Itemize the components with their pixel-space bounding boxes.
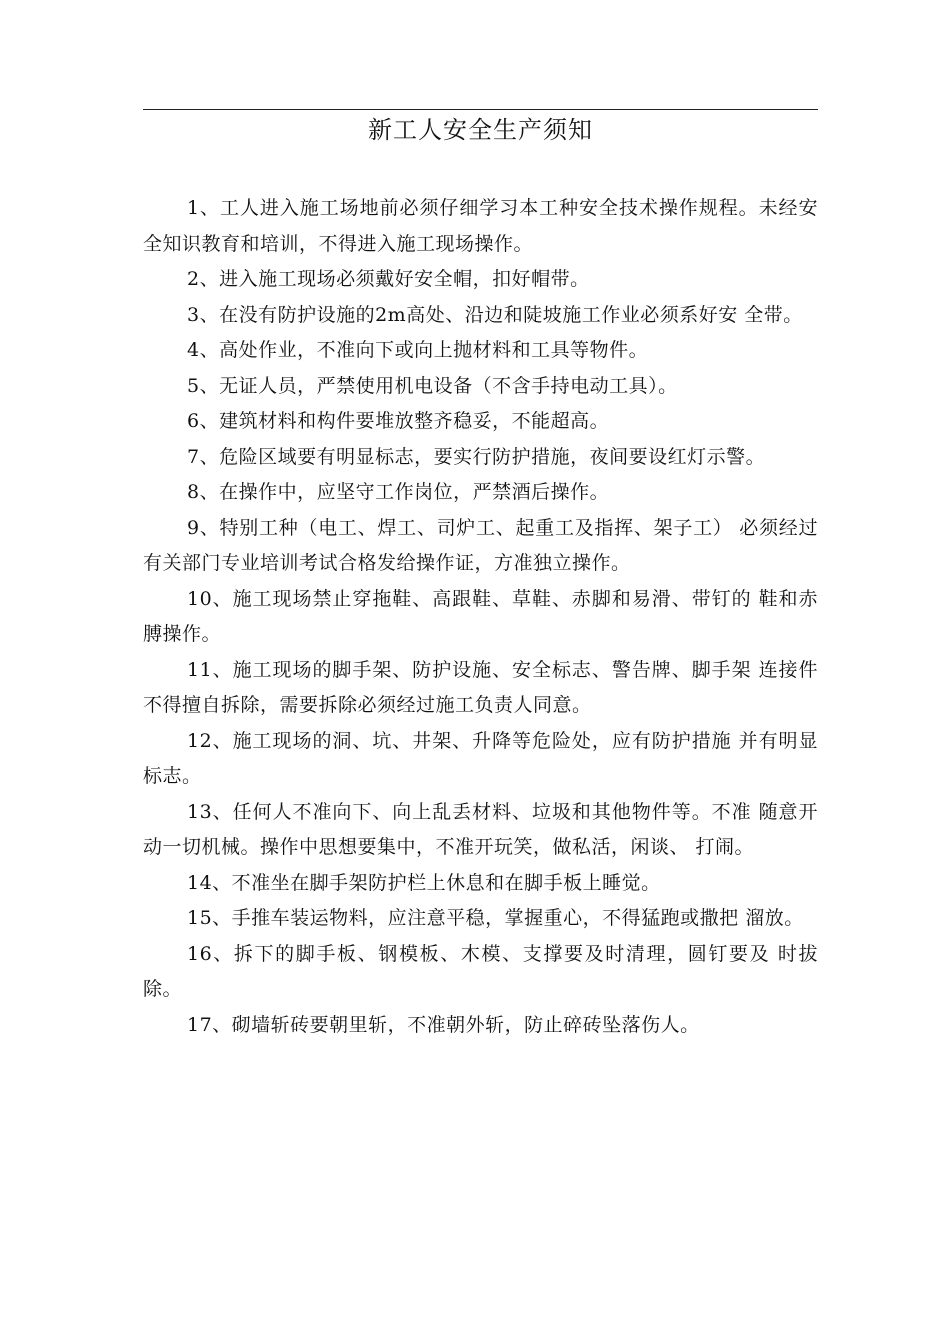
rule-item-13: 13、任何人不准向下、向上乱丢材料、垃圾和其他物件等。不准 随意开动一切机械。操作中思想要集中，不准开玩笑，做私活，闲谈、 打闹。 [143,800,818,858]
rule-item-16: 16、拆下的脚手板、钢模板、木模、支撑要及时清理，圆钉要及 时拔除。 [143,942,818,1000]
rule-item-3: 3、在没有防护设施的2m高处、沿边和陡坡施工作业必须系好安 全带。 [187,303,803,326]
rule-item-9: 9、特别工种（电工、焊工、司炉工、起重工及指挥、架子工） 必须经过有关部门专业培训考试合格发给操作证，方准独立操作。 [143,516,818,574]
rule-item-10: 10、施工现场禁止穿拖鞋、高跟鞋、草鞋、赤脚和易滑、带钉的 鞋和赤膊操作。 [143,587,818,645]
document-title: 新工人安全生产须知 [368,116,593,144]
rule-item-12: 12、施工现场的洞、坑、井架、升降等危险处，应有防护措施 并有明显标志。 [143,729,818,787]
header-rule [143,109,818,110]
rule-item-6: 6、建筑材料和构件要堆放整齐稳妥，不能超高。 [187,410,610,432]
rule-item-2: 2、进入施工现场必须戴好安全帽，扣好帽带。 [187,268,590,290]
rule-item-4: 4、高处作业，不准向下或向上抛材料和工具等物件。 [187,339,649,361]
rule-item-11: 11、施工现场的脚手架、防护设施、安全标志、警告牌、脚手架 连接件不得擅自拆除，需要拆除必须经过施工负责人同意。 [143,658,818,716]
rule-item-1: 1、工人进入施工场地前必须仔细学习本工种安全技术操作规程。未经安全知识教育和培训，不得进入施工现场操作。 [143,197,818,255]
rule-item-17: 17、砌墙斩砖要朝里斩，不准朝外斩，防止碎砖坠落伤人。 [187,1013,700,1036]
rule-item-15: 15、手推车装运物料，应注意平稳，掌握重心，不得猛跑或撒把 溜放。 [187,907,804,929]
document-body [143,191,818,1043]
rule-item-8: 8、在操作中，应坚守工作岗位，严禁酒后操作。 [187,481,610,503]
rule-item-7: 7、危险区域要有明显标志，要实行防护措施，夜间要设红灯示警。 [187,445,766,468]
rule-item-5: 5、无证人员，严禁使用机电设备（不含手持电动工具）。 [187,374,678,397]
rule-item-14: 14、不准坐在脚手架防护栏上休息和在脚手板上睡觉。 [187,871,661,894]
